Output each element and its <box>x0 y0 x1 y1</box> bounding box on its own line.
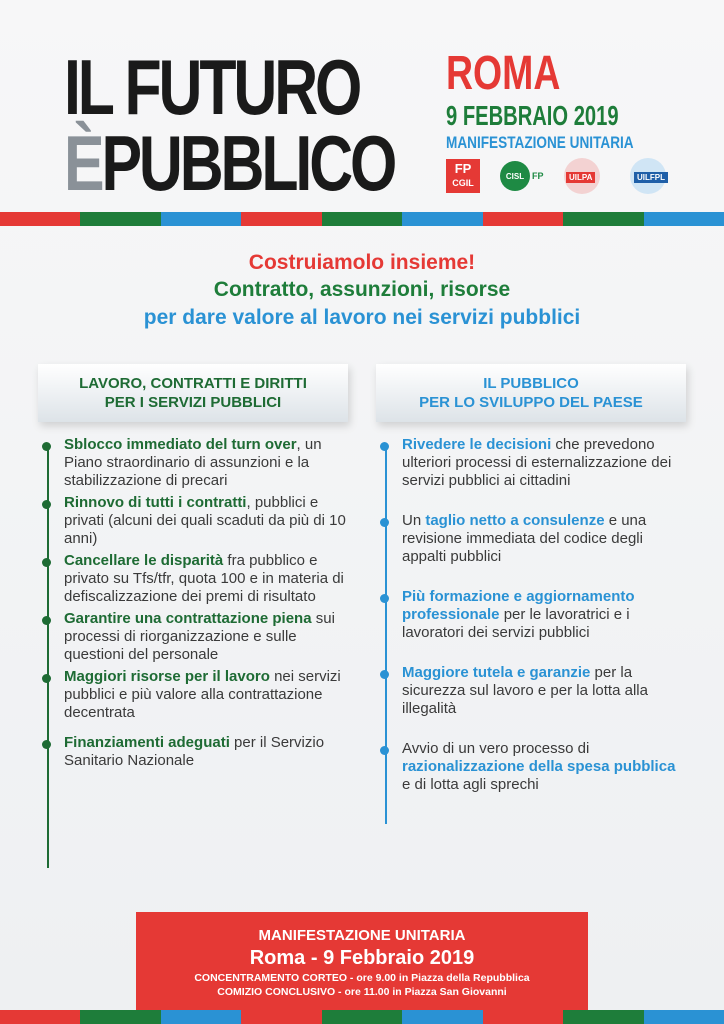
item-text: , pubblici e privati (alcuni dei quali scaduti da più di 10 anni) <box>64 494 346 547</box>
title-line1: IL FUTURO <box>64 43 360 131</box>
item-highlight: Maggiore tutela e garanzie <box>402 664 591 681</box>
right-column <box>376 364 686 794</box>
item-highlight: taglio netto a consulenze <box>425 512 605 529</box>
right-header-line1: IL PUBBLICO <box>483 375 579 392</box>
item-text: per le lavoratrici e i lavoratori dei servizi pubblici <box>402 606 630 641</box>
color-stripe-bottom <box>0 1010 724 1024</box>
item-text: sui processi di riorganizzazione e sulle questioni del personale <box>64 610 335 663</box>
item-text: per il Servizio Sanitario Nazionale <box>64 734 325 769</box>
stripe-segment <box>563 1010 643 1024</box>
list-item <box>402 664 686 718</box>
item-text: per la sicurezza sul lavoro e per la lotta alla illegalità <box>402 664 648 717</box>
headline-line3: per dare valore al lavoro nei servizi pubblici <box>143 306 581 329</box>
item-text: e di lotta agli sprechi <box>402 776 539 793</box>
stripe-segment <box>644 1010 724 1024</box>
color-stripe-top <box>0 212 724 226</box>
uilfpl-text: UILFPL <box>634 172 668 183</box>
item-text: nei servizi pubblici e più valore alla contrattazione decentrata <box>64 668 341 721</box>
item-highlight: Rivedere le decisioni <box>402 436 552 453</box>
list-item <box>402 740 686 794</box>
stripe-segment <box>161 1010 241 1024</box>
item-highlight: Sblocco immediato del turn over <box>64 436 297 453</box>
title-line2 <box>64 119 395 207</box>
banner-line2: Roma - 9 Febbraio 2019 <box>249 947 475 969</box>
item-highlight: Finanziamenti adeguati <box>64 734 230 751</box>
fp-cgil-logo-icon <box>446 158 480 194</box>
stripe-segment <box>563 212 643 226</box>
event-subtitle: MANIFESTAZIONE UNITARIA <box>446 133 634 152</box>
stripe-segment <box>322 1010 402 1024</box>
stripe-segment <box>402 1010 482 1024</box>
uilfpl-logo-icon <box>630 158 666 194</box>
item-text: , un Piano straordinario di assunzioni e la stabilizzazione di precari <box>64 436 322 489</box>
stripe-segment <box>322 212 402 226</box>
cisl-text: FP <box>532 171 544 181</box>
list-item <box>64 668 348 722</box>
uilpa-logo-icon <box>564 158 600 194</box>
stripe-segment <box>483 1010 563 1024</box>
list-item <box>64 436 348 490</box>
stripe-segment <box>0 1010 80 1024</box>
union-logos <box>446 158 706 198</box>
right-column-header <box>376 364 686 422</box>
event-banner <box>136 912 588 1024</box>
headline <box>0 250 724 332</box>
left-header-line1: LAVORO, CONTRATTI E DIRITTI <box>79 375 307 392</box>
item-prefix: Avvio di un vero processo di <box>402 740 590 757</box>
left-items <box>38 436 348 770</box>
event-date: 9 FEBBRAIO 2019 <box>446 100 619 131</box>
item-text: che prevedono ulteriori processi di esternalizzazione dei servizi pubblici ai cittadini <box>402 436 672 489</box>
stripe-segment <box>241 212 321 226</box>
item-highlight: Più formazione e aggiornamento professionale <box>402 588 635 623</box>
item-text: e una revisione immediata del codice degli appalti pubblici <box>402 512 647 565</box>
stripe-segment <box>483 212 563 226</box>
item-highlight: razionalizzazione della spesa pubblica <box>402 758 676 775</box>
left-header-line2: PER I SERVIZI PUBBLICI <box>104 394 282 411</box>
right-items <box>376 436 686 794</box>
item-prefix: Un <box>402 512 426 529</box>
stripe-segment <box>80 1010 160 1024</box>
banner-line4: COMIZIO CONCLUSIVO - ore 11.00 in Piazza San Giovanni <box>217 986 507 998</box>
list-item <box>64 734 348 770</box>
left-column <box>38 364 348 770</box>
event-city: ROMA <box>446 47 561 100</box>
list-item <box>402 588 686 642</box>
list-item <box>64 494 348 548</box>
stripe-segment <box>0 212 80 226</box>
right-header-line2: PER LO SVILUPPO DEL PAESE <box>419 394 643 411</box>
main-title <box>64 43 395 207</box>
item-highlight: Maggiori risorse per il lavoro <box>64 668 270 685</box>
list-item <box>64 552 348 606</box>
fp-cgil-bottom: CGIL <box>452 178 474 188</box>
item-highlight: Garantire una contrattazione piena <box>64 610 312 627</box>
headline-line2: Contratto, assunzioni, risorse <box>213 278 511 301</box>
title-rest: PUBBLICO <box>101 119 395 207</box>
item-text: fra pubblico e privato su Tfs/tfr, quota 100 e in materia di defiscalizzazione dei premi di risultato <box>64 552 344 605</box>
left-column-header <box>38 364 348 422</box>
event-info <box>446 47 706 152</box>
stripe-segment <box>241 1010 321 1024</box>
stripe-segment <box>644 212 724 226</box>
stripe-segment <box>402 212 482 226</box>
item-highlight: Rinnovo di tutti i contratti <box>64 494 247 511</box>
list-item <box>402 436 686 490</box>
uilpa-text: UILPA <box>566 172 595 183</box>
stripe-segment <box>161 212 241 226</box>
cisl-ring: CISL <box>500 161 530 191</box>
stripe-segment <box>80 212 160 226</box>
cisl-fp-logo-icon <box>500 158 544 194</box>
list-item <box>402 512 686 566</box>
headline-line1: Costruiamolo insieme! <box>248 251 476 274</box>
list-item <box>64 610 348 664</box>
title-e: È <box>64 119 102 207</box>
fp-cgil-top: FP <box>454 161 472 176</box>
banner-line3: CONCENTRAMENTO CORTEO - ore 9.00 in Piazza della Repubblica <box>194 972 530 984</box>
item-highlight: Cancellare le disparità <box>64 552 224 569</box>
banner-line1: MANIFESTAZIONE UNITARIA <box>258 927 466 944</box>
